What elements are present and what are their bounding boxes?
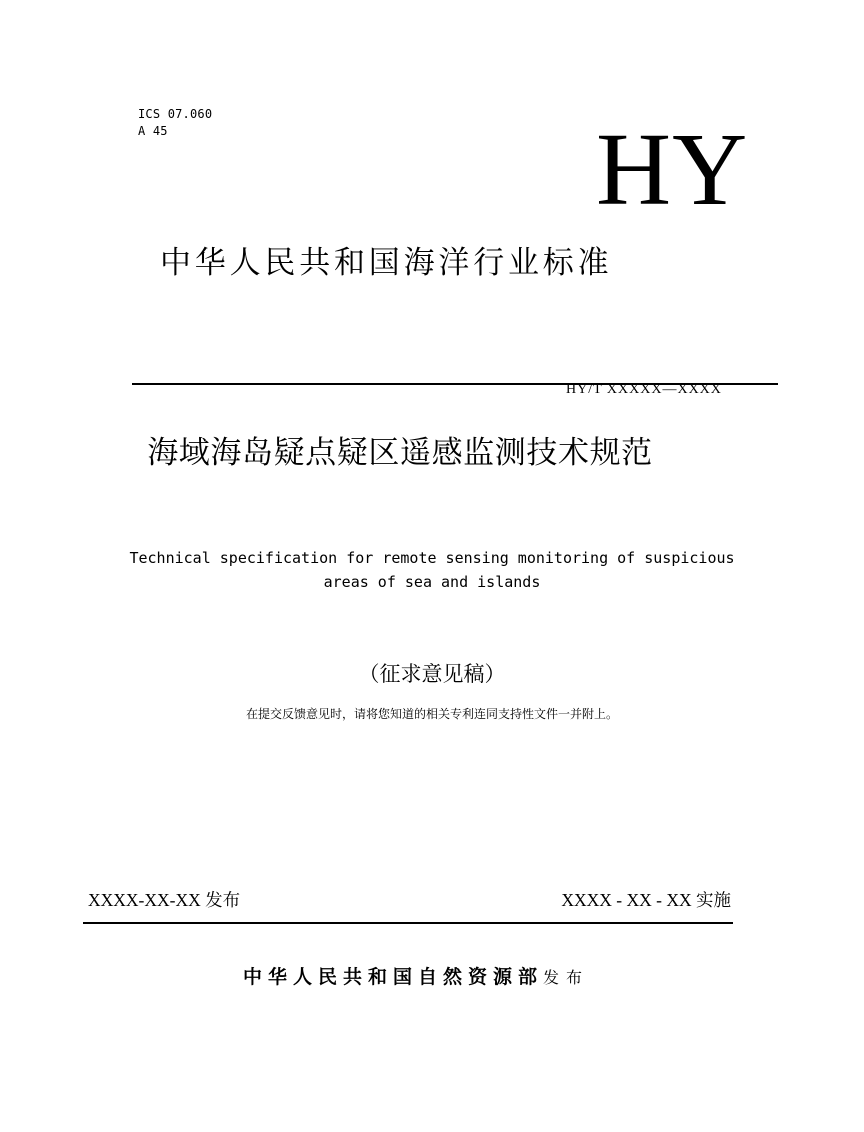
document-title-chinese: 海域海岛疑点疑区遥感监测技术规范 — [147, 435, 653, 471]
footer-divider — [83, 922, 733, 924]
standard-number-clip — [566, 382, 776, 397]
publisher-action: 发布 — [543, 968, 590, 987]
implementation-date: XXXX - XX - XX 实施 — [561, 890, 731, 910]
patent-notice: 在提交反馈意见时，请将您知道的相关专利连同支持性文件一并附上。 — [245, 707, 618, 721]
ics-code: ICS 07.060 — [138, 107, 213, 121]
draft-status: （征求意见稿） — [358, 662, 506, 686]
english-title-line-2: areas of sea and islands — [323, 573, 541, 591]
issue-date: XXXX-XX-XX 发布 — [88, 890, 241, 910]
ccs-code: A 45 — [138, 124, 168, 138]
english-title-line-1: Technical specification for remote sensing monitoring of suspicious — [129, 549, 735, 567]
standard-number: HY/T XXXXX—XXXX — [566, 382, 722, 397]
standard-category: 中华人民共和国海洋行业标准 — [160, 245, 613, 281]
publisher — [0, 962, 832, 993]
document-title-english — [0, 546, 864, 594]
publisher-organization: 中华人民共和国自然资源部 — [242, 966, 543, 988]
standard-mark: HY — [596, 112, 749, 227]
classification-codes — [138, 106, 212, 140]
